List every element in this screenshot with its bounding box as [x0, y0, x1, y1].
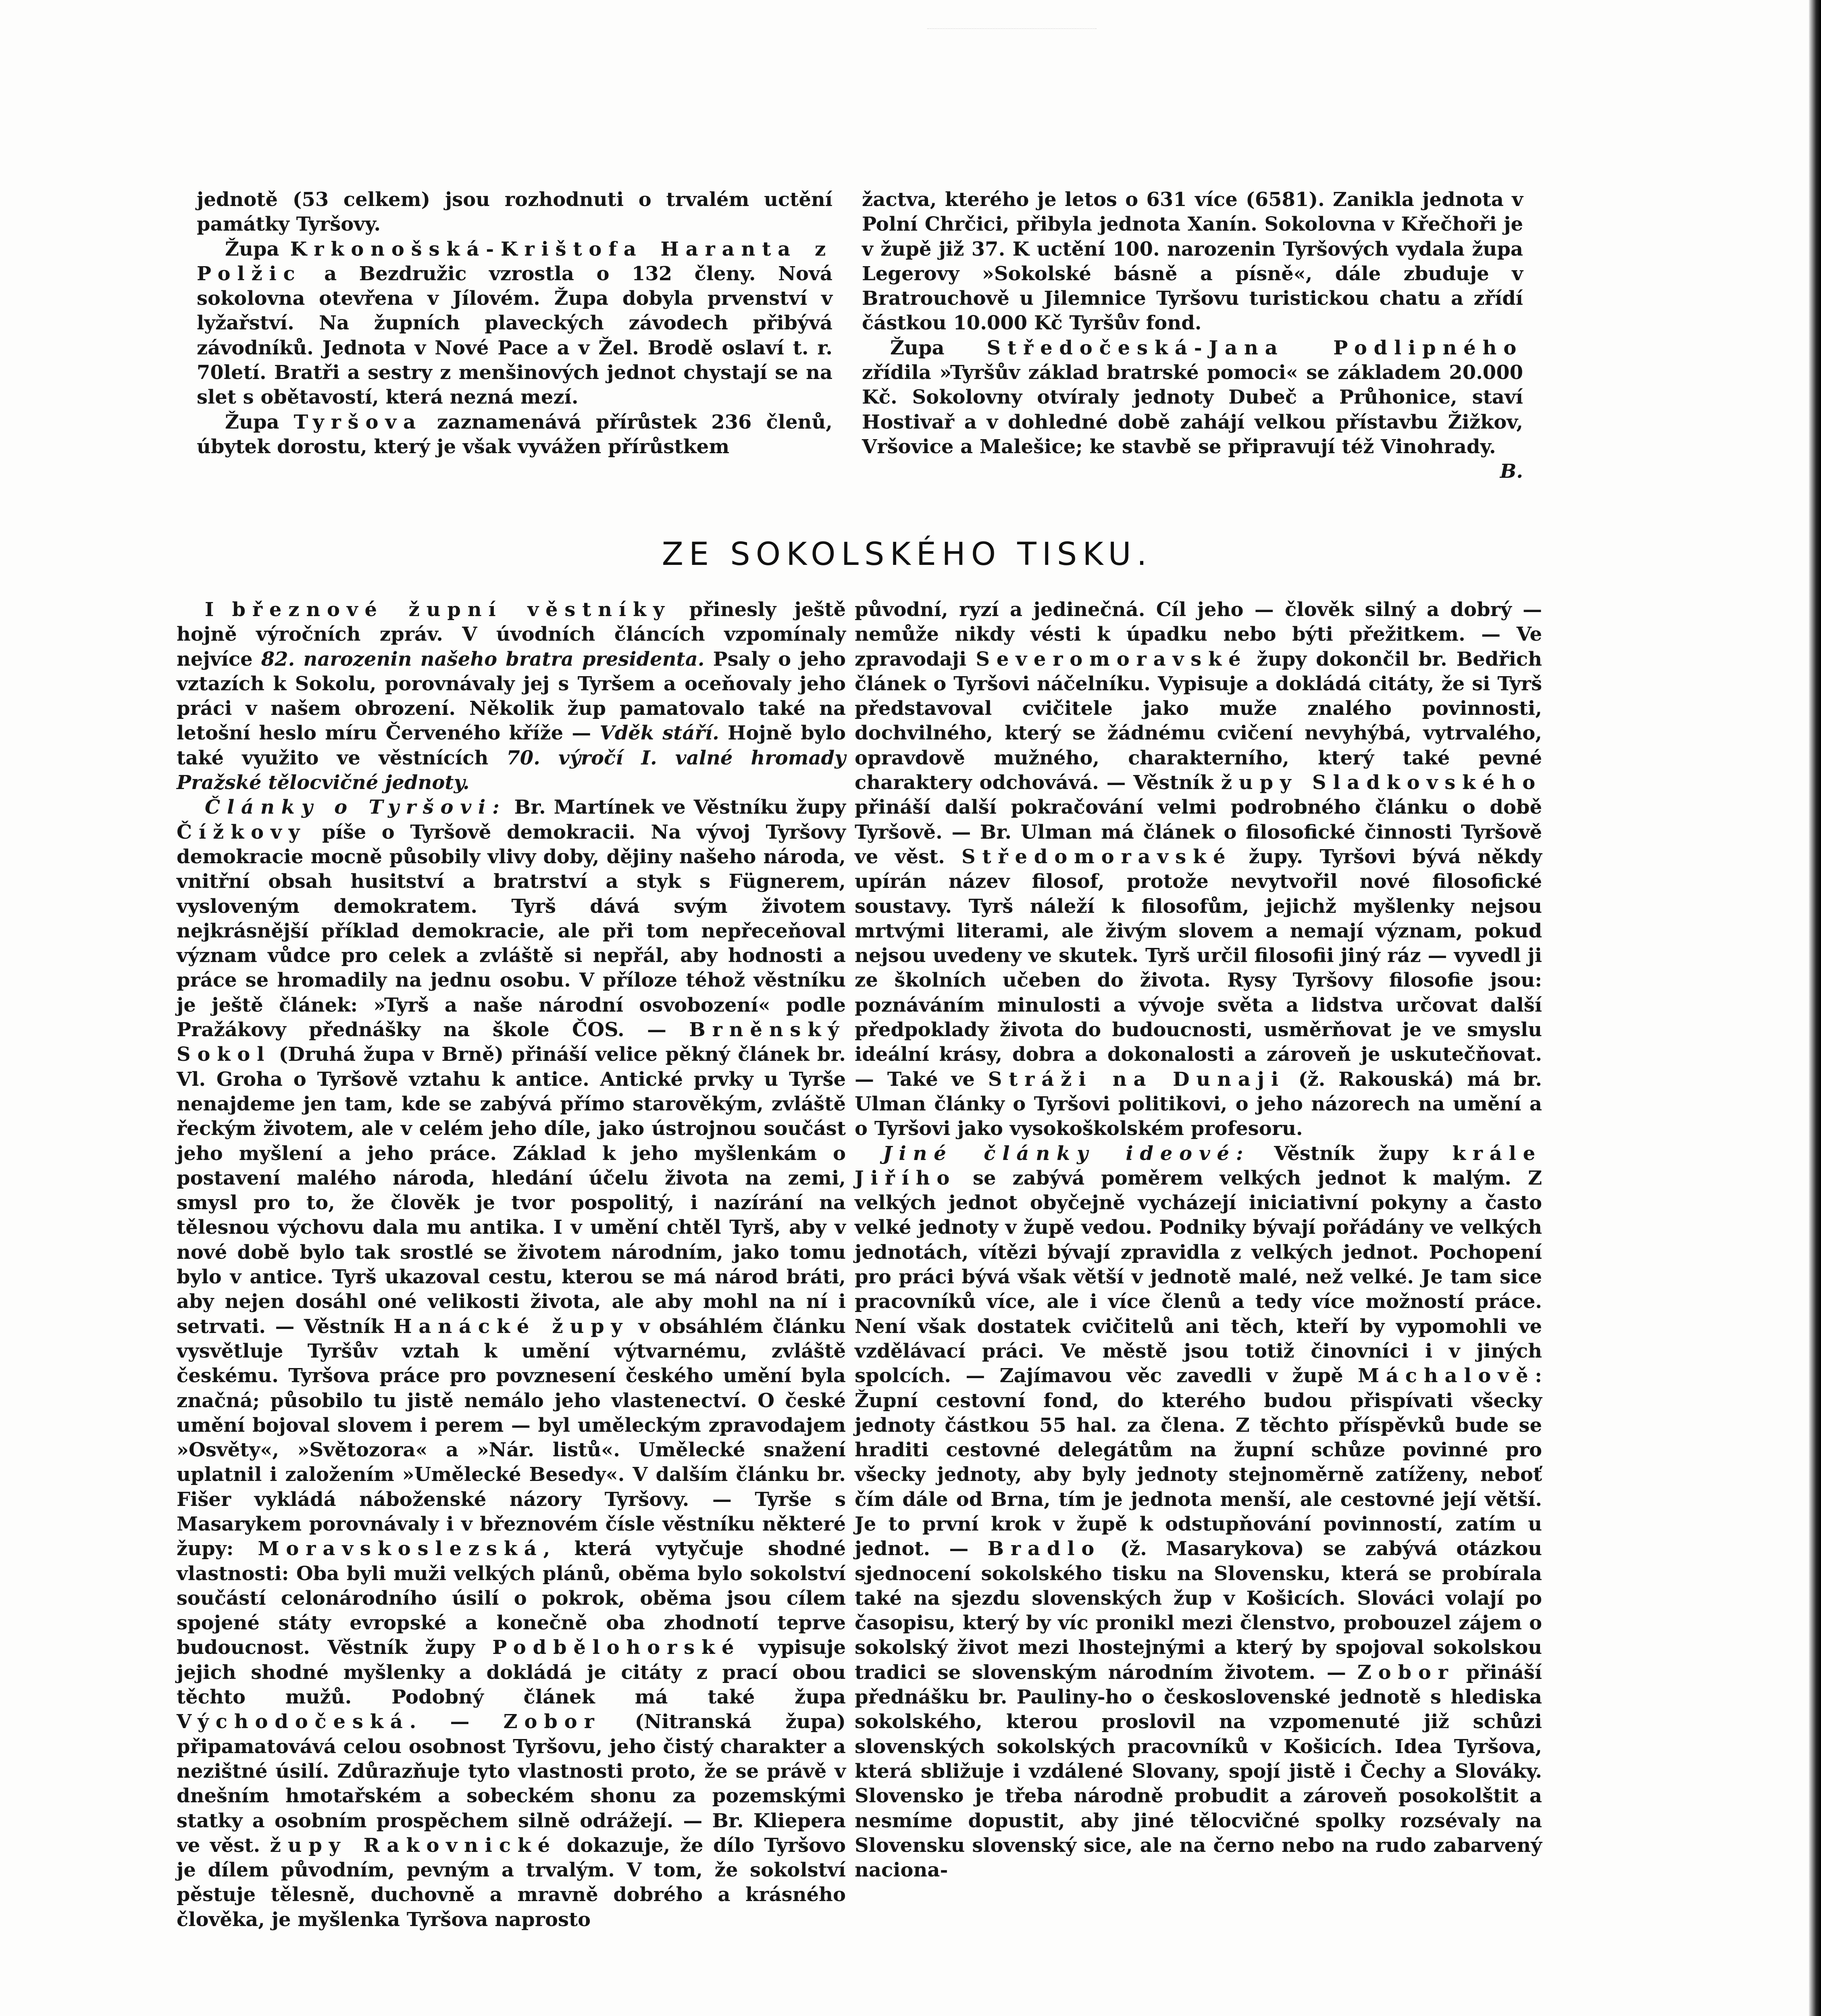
section-heading: ZE SOKOLSKÉHO TISKU. — [662, 536, 1153, 573]
top-left-column — [197, 187, 832, 459]
bottom-left-column — [177, 598, 846, 1932]
paragraph: Články o Tyršovi: Br. Martínek ve Věstníku župy Čížkovy píše o Tyršově demokracii. Na vývoj Tyršovy demokracie mocně působily vlivy doby, dějiny našeho národa, vnitřní obsah husitství a bratrství a styk s Fügnerem, vysloveným demokratem. Tyrš dává svým životem nejkrásnější příklad demokracie, ale při tom nepřeceňoval význam vůdce pro celek a zvláště si nepřál, aby hodnosti a práce se hromadily na jednu osobu. V příloze téhož věstníku je ještě článek: »Tyrš a naše národní osvobození« podle Pražákovy přednášky na škole ČOS. — Brněnský Sokol (Druhá župa v Brně) přináší velice pěkný článek br. Vl. Groha o Tyršově vztahu k antice. Antické prvky u Tyrše nenajdeme jen tam, kde se zabývá přímo starověkým, zvláště řeckým životem, ale v celém jeho díle, jako ústrojnou součást jeho myšlení a jeho práce. Základ k jeho myšlenkám o postavení malého národa, hledání účelu života na zemi, smysl pro to, že člověk je tvor pospolitý, i nazírání na tělesnou výchovu dala mu antika. I v umění chtěl Tyrš, aby v nové době bylo tak srostlé se životem národním, jako tomu bylo v antice. Tyrš ukazoval cestu, kterou se má národ bráti, aby nejen dosáhl oné velikosti života, ale aby mohl na ní i setrvati. — Věstník Hanácké župy v obsáhlém článku vysvětluje Tyršův vztah k umění výtvarnému, zvláště českému. Tyršova práce pro povznesení českého umění byla značná; působilo tu jistě nemálo jeho vlastenectví. O české umění bojoval slovem i perem — byl uměleckým zpravodajem »Osvěty«, »Světozora« a »Nár. listů«. Umělecké snažení uplatnil i založením »Umělecké Besedy«. V dalším článku br. Fišer vykládá náboženské názory Tyršovy. — Tyrše s Masarykem porovnávaly i v březnovém čísle věstníku některé župy: Moravskoslezská, která vytyčuje shodné vlastnosti: Oba byli muži velkých plánů, oběma bylo sokolství součástí celonárodního úsilí o pokrok, oběma jsou cílem spojené státy evropské a konečně oba zhodnotí teprve budoucnost. Věstník župy Podbělohorské vypisuje jejich shodné myšlenky a dokládá je citáty z prací obou těchto mužů. Podobný článek má také župa Východočeská. — Zobor (Nitranská župa) připamatovává celou osobnost Tyršovu, jeho čistý charakter a nezištné úsilí. Zdůrazňuje tyto vlastnosti proto, že se právě v dnešním hmotařském a sobeckém shonu za pozemskými statky a osobním prospěchem silně odrážejí. — Br. Kliepera ve věst. župy Rakovnické dokazuje, že dílo Tyršovo je dílem původním, pevným a trvalým. V tom, že sokolství pěstuje tělesně, duchovně a mravně dobrého a krásného člověka, je myšlenka Tyršova naprosto — [177, 796, 846, 1931]
paragraph: žactva, kterého je letos o 631 více (6581). Zanikla jednota v Polní Chrčici, přibyla jednota Xanín. Sokolovna v Křečhoři je v župě již 37. K uctění 100. narozenin Tyršových vydala župa Legerovy »Sokolské básně a písně«, dále zbuduje v Bratrouchově u Jilemnice Tyršovu turistickou chatu a zřídí částkou 10.000 Kč Tyršův fond. — [862, 188, 1523, 335]
spaced-name: Tyršova — [293, 410, 422, 433]
spaced-name: Středočeská-Jana Podlipného — [986, 336, 1523, 359]
paragraph: I březnové župní věstníky přinesly ještě hojně výročních zpráv. V úvodních článcích vzpomínaly nejvíce 82. narozenin našeho bratra presidenta. Psaly o jeho vztazích k Sokolu, porovnávaly jej s Tyršem a oceňovaly jeho práci v našem obrození. Několik žup pamatovalo také na letošní heslo míru Červeného kříže — Vděk stáří. Hojně bylo také využito ve věstnících 70. výročí I. valné hromady Pražské tělocvičné jednoty. — [177, 598, 846, 794]
paragraph: Župa Středočeská-Jana Podlipného zřídila »Tyršův základ bratrské pomoci« se základem 20.000 Kč. Sokolovny otvíraly jednoty Dubeč a Průhonice, staví Hostivař a v dohledné době zahájí velkou přístavbu Žižkov, Vršovice a Malešice; ke stavbě se připravují též Vinohrady. B. — [862, 336, 1523, 459]
paragraph: Župa Tyršova zaznamenává přírůstek 236 členů, úbytek dorostu, který je však vyvážen přírůstkem — [197, 410, 833, 458]
paragraph: jednotě (53 celkem) jsou rozhodnuti o trvalém uctění památky Tyršovy. — [197, 188, 832, 236]
bottom-right-column — [855, 598, 1542, 1883]
scan-artifact — [927, 0, 1097, 29]
paragraph: původní, ryzí a jedinečná. Cíl jeho — člověk silný a dobrý — nemůže nikdy vésti k úpadku nebo býti přežitkem. — Ve zpravodaji Severomoravské župy dokončil br. Bedřich článek o Tyršovi náčelníku. Vypisuje a dokládá citáty, že si Tyrš představoval cvičitele jako muže znalého povinnosti, dochvilného, který se žádnému cvičení nevyhýbá, vytrvalého, opravdově mužného, charakterního, který také pevné charaktery odchovává. — Věstník župy Sladkovského přináší další pokračování velmi podrobného článku o době Tyršově. — Br. Ulman má článek o filosofické činnosti Tyršově ve věst. Středomoravské župy. Tyršovi bývá někdy upírán název filosof, protože nevytvořil nové filosofické soustavy. Tyrš náleží k filosofům, jejichž myšlenky nejsou mrtvými literami, ale živým slovem a nemají význam, pokud nejsou uvedeny ve skutek. Tyrš určil filosofii jiný ráz — vyvedl ji ze školních učeben do života. Rysy Tyršovy filosofie jsou: poznáváním minulosti a vývoje světa a lidstva určovat další předpoklady života do budoucnosti, usměrňovat je ve smyslu ideální krásy, dobra a dokonalosti a zároveň je uskutečňovat. — Také ve Stráži na Dunaji (ž. Rakouská) má br. Ulman články o Tyršovi politikovi, o jeho názorech na umění a o Tyršovi jako vysokoškolském profesoru. — [855, 598, 1542, 1140]
author-signature: B. — [1500, 460, 1523, 483]
paragraph: Jiné články ideové: Věstník župy krále Jiřího se zabývá poměrem velkých jednot k malým. Z velkých jednot obyčejně vycházejí iniciativní pokyny a často velké jednoty v župě vedou. Podniky bývají pořádány ve velkých jednotách, vítězi bývají zpravidla z velkých jednot. Pochopení pro práci bývá však větší v jednotě malé, než velké. Je tam sice pracovníků více, ale i více členů a tedy více možností práce. Není však dostatek cvičitelů ani těch, kteří by vypomohli ve vzdělávací práci. Ve městě jsou totiž činovníci i v jiných spolcích. — Zajímavou věc zavedli v župě Máchalově: Župní cestovní fond, do kterého budou přispívati všecky jednoty částkou 55 hal. za člena. Z těchto příspěvků bude se hraditi cestovné delegátům na župní schůze povinné pro všecky jednoty, aby byly jednoty stejnoměrně zatíženy, neboť čím dále od Brna, tím je jednota menší, ale cestovné její větší. Je to první krok v župě k odstupňování povinností, zatím u jednot. — Bradlo (ž. Masarykova) se zabývá otázkou sjednocení sokolského tisku na Slovensku, která se probírala také na sjezdu slovenských žup v Košicích. Slováci volají po časopisu, který by víc pronikl mezi členstvo, probouzel zájem o sokolský život mezi lhostejnými a který by spojoval sokolskou tradici se slovenským národním životem. — Zobor přináší přednášku br. Pauliny-ho o československé jednotě s hlediska sokolského, kterou proslovil na vzpomenuté již schůzi slovenských sokolských pracovníků v Košicích. Idea Tyršova, která sbližuje i vzdálené Slovany, spojí jistě i Čechy a Slováky. Slovensko je třeba národně probudit a zároveň posokolštit a nesmíme dopustit, aby jiné tělocvičné spolky rozsévaly na Slovensku slovenský sice, ale na černo nebo na rudo zabarvený naciona- — [855, 1142, 1542, 1882]
page-edge-shadow — [1809, 0, 1821, 2016]
top-right-column — [862, 187, 1523, 484]
paragraph: Župa Krkonošská-Krištofa Haranta z Polžic a Bezdružic vzrostla o 132 členy. Nová sokolovna otevřena v Jílovém. Župa dobyla prvenství v lyžařství. Na župních plaveckých závodech přibývá závodníků. Jednota v Nové Pace a v Žel. Brodě oslaví t. r. 70letí. Bratři a sestry z menšinových jednot chystají se na slet s obětavostí, která nezná mezí. — [197, 237, 833, 409]
spaced-name: Krkonošská-Krištofa Haranta z Polžic — [197, 237, 833, 285]
